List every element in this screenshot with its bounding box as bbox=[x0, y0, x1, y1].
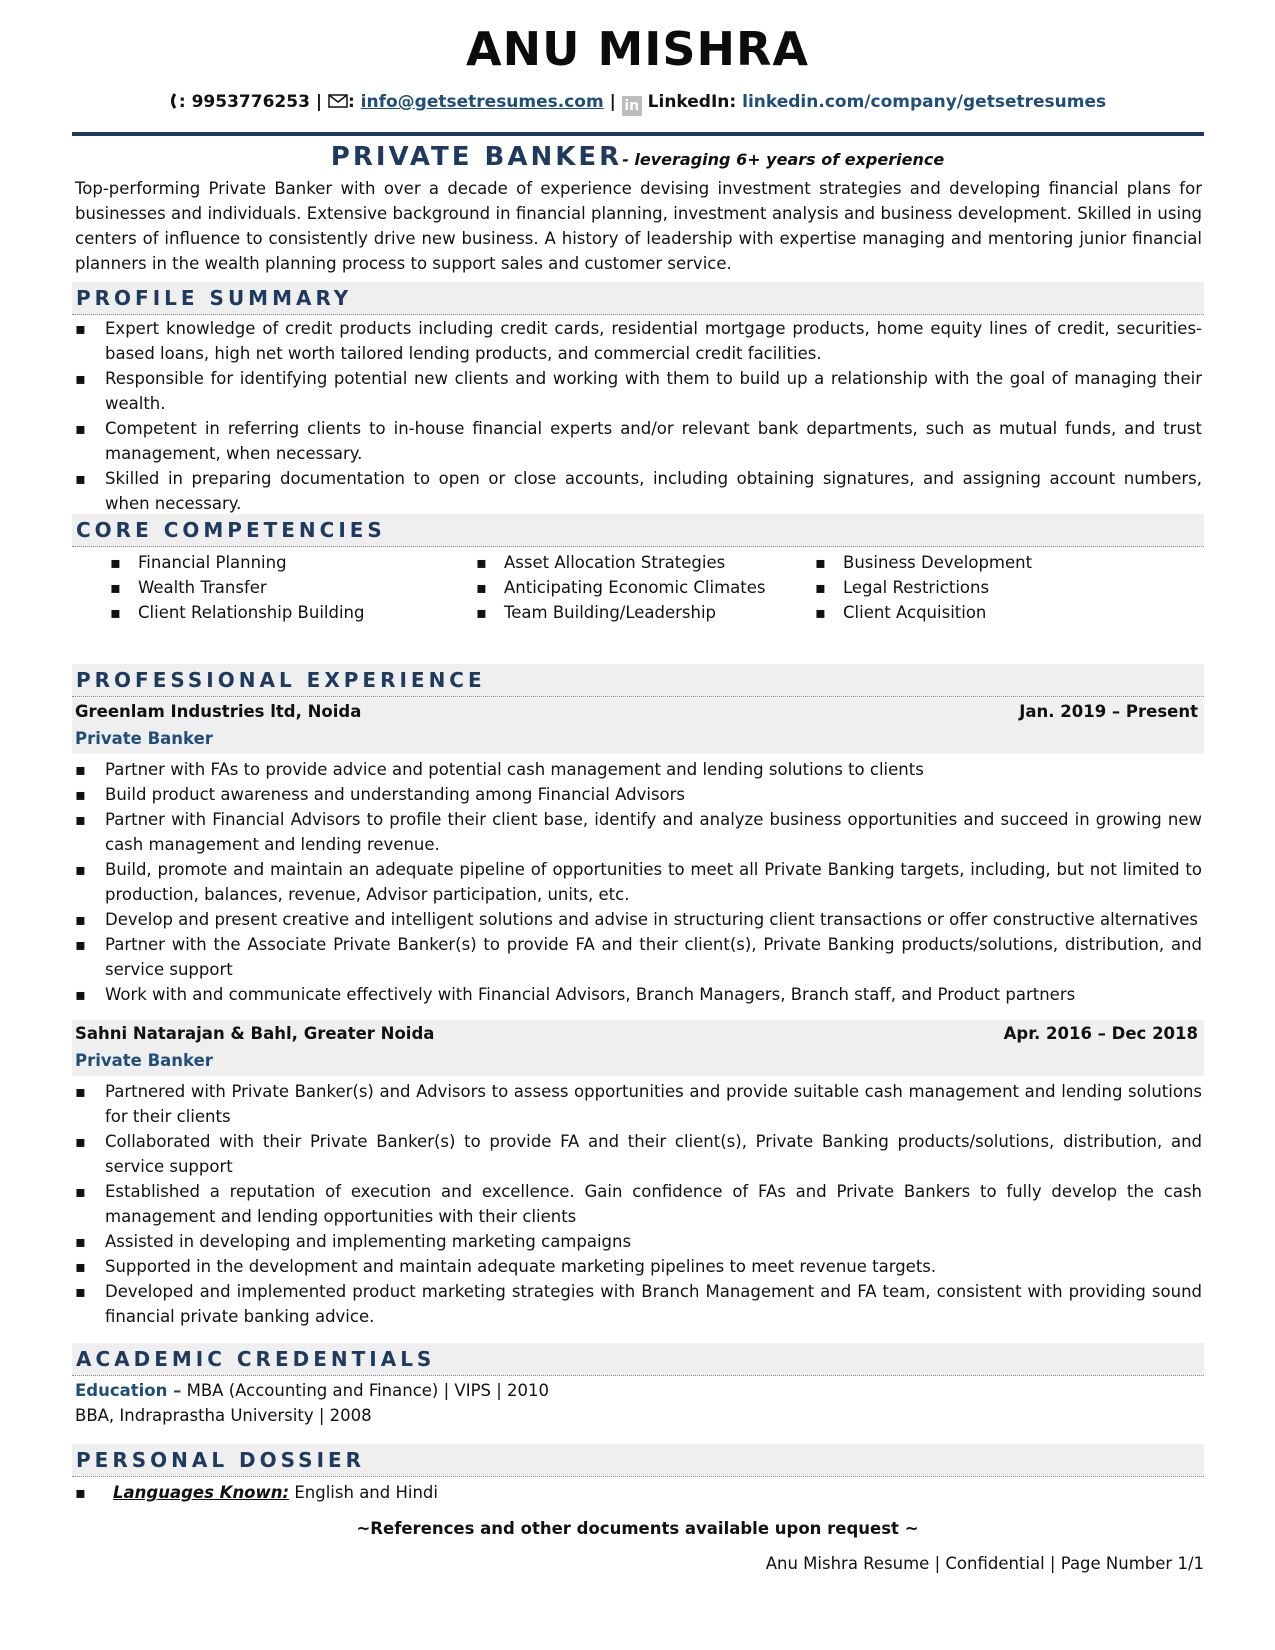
references-note: ~References and other documents available upon request ~ bbox=[356, 1519, 919, 1538]
section-title: PERSONAL DOSSIER bbox=[76, 1448, 366, 1472]
job-role: Private Banker bbox=[75, 729, 213, 748]
list-item: ▪ Partnered with Private Banker(s) and Advisors to assess opportunities and provide suitable cash management and lending solutions for their clients bbox=[75, 1079, 1202, 1129]
education-line bbox=[75, 1378, 549, 1403]
contact-line bbox=[0, 92, 1275, 116]
section-header-core-competencies bbox=[72, 514, 1204, 547]
list-item: ▪ Skilled in preparing documentation to open or close accounts, including obtaining signatures, and assigning account numbers, when necessary. bbox=[75, 466, 1202, 516]
headline-subtitle: leveraging 6+ years of experience bbox=[634, 150, 945, 169]
competency-column bbox=[110, 550, 364, 625]
phone-number: : 9953776253 bbox=[178, 92, 310, 112]
list-item bbox=[75, 1480, 1202, 1505]
headline-dash: - bbox=[622, 150, 635, 169]
envelope-icon bbox=[328, 94, 348, 108]
list-item: ▪ Develop and present creative and intelligent solutions and advise in structuring client transactions or offer constructive alternatives bbox=[75, 907, 1202, 932]
list-item: ▪ Build, promote and maintain an adequate pipeline of opportunities to meet all Private Banking targets, including, but not limited to production, balances, revenue, Advisor participation, units, etc. bbox=[75, 857, 1202, 907]
linkedin-icon: in bbox=[622, 96, 642, 116]
competency-column bbox=[815, 550, 1032, 625]
education-bba: BBA, Indraprastha University | 2008 bbox=[75, 1406, 372, 1425]
list-item: ▪ Competent in referring clients to in-house financial experts and/or relevant bank departments, such as mutual funds, and trust management, when necessary. bbox=[75, 416, 1202, 466]
section-header-profile-summary bbox=[72, 282, 1204, 315]
list-item: ▪ Assisted in developing and implementing marketing campaigns bbox=[75, 1229, 1202, 1254]
job-bullets bbox=[75, 1079, 1202, 1329]
job-header bbox=[72, 1020, 1204, 1076]
list-item: ▪ Established a reputation of execution and excellence. Gain confidence of FAs and Private Bankers to fully develop the cash management and lending opportunities with their clients bbox=[75, 1179, 1202, 1229]
job-title: PRIVATE BANKER bbox=[330, 142, 623, 172]
list-item: ▪ Responsible for identifying potential new clients and working with them to build up a relationship with the goal of managing their wealth. bbox=[75, 366, 1202, 416]
list-item: ▪ Partner with the Associate Private Banker(s) to provide FA and their client(s), Private Banking products/solutions, distribution, and service support bbox=[75, 932, 1202, 982]
competency-column bbox=[476, 550, 765, 625]
list-item: ▪ Partner with FAs to provide advice and potential cash management and lending solutions to clients bbox=[75, 757, 1202, 782]
section-header-academic-credentials bbox=[72, 1343, 1204, 1376]
job-dates: Apr. 2016 – Dec 2018 bbox=[1003, 1024, 1198, 1043]
list-item: ▪ Partner with Financial Advisors to profile their client base, identify and analyze business opportunities and succeed in growing new cash management and lending revenue. bbox=[75, 807, 1202, 857]
job-dates: Jan. 2019 – Present bbox=[1019, 702, 1198, 721]
section-title: ACADEMIC CREDENTIALS bbox=[76, 1347, 436, 1371]
languages-value: English and Hindi bbox=[289, 1483, 438, 1502]
linkedin-label: LinkedIn: bbox=[641, 92, 743, 112]
job-header bbox=[72, 698, 1204, 754]
company-name: Greenlam Industries ltd, Noida bbox=[75, 702, 362, 721]
contact-separator: | bbox=[603, 92, 622, 112]
competency-item: ▪ Business Development bbox=[815, 550, 1032, 575]
languages-label: Languages Known: bbox=[113, 1483, 290, 1502]
candidate-name: ANU MISHRA bbox=[465, 22, 809, 76]
contact-separator: | bbox=[309, 92, 328, 112]
competency-item: ▪ Asset Allocation Strategies bbox=[476, 550, 765, 575]
page-footer: Anu Mishra Resume | Confidential | Page Number 1/1 bbox=[765, 1554, 1204, 1573]
phone-icon bbox=[169, 93, 179, 109]
email-link[interactable]: info@getsetresumes.com bbox=[360, 92, 604, 112]
section-header-professional-experience bbox=[72, 664, 1204, 697]
competency-item: ▪ Client Acquisition bbox=[815, 600, 1032, 625]
profile-summary-list bbox=[75, 316, 1202, 516]
email-separator: : bbox=[347, 92, 361, 112]
section-title: PROFESSIONAL EXPERIENCE bbox=[76, 668, 486, 692]
header-divider bbox=[72, 132, 1204, 136]
job-bullets bbox=[75, 757, 1202, 1007]
section-header-personal-dossier bbox=[72, 1444, 1204, 1477]
company-name: Sahni Natarajan & Bahl, Greater Noida bbox=[75, 1024, 435, 1043]
list-item: ▪ Developed and implemented product marketing strategies with Branch Management and FA team, consistent with providing sound financial private banking advice. bbox=[75, 1279, 1202, 1329]
competency-item: ▪ Financial Planning bbox=[110, 550, 364, 575]
personal-list bbox=[75, 1480, 1202, 1505]
education-label: Education – bbox=[75, 1381, 182, 1400]
competency-item: ▪ Anticipating Economic Climates bbox=[476, 575, 765, 600]
competency-item: ▪ Legal Restrictions bbox=[815, 575, 1032, 600]
section-title: CORE COMPETENCIES bbox=[76, 518, 386, 542]
competency-item: ▪ Wealth Transfer bbox=[110, 575, 364, 600]
education-mba: MBA (Accounting and Finance) | VIPS | 2010 bbox=[181, 1381, 550, 1400]
list-item: ▪ Build product awareness and understanding among Financial Advisors bbox=[75, 782, 1202, 807]
linkedin-link[interactable]: linkedin.com/company/getsetresumes bbox=[742, 92, 1107, 112]
job-role: Private Banker bbox=[75, 1051, 213, 1070]
list-item: ▪ Collaborated with their Private Banker(s) to provide FA and their client(s), Private Banking products/solutions, distribution, and service support bbox=[75, 1129, 1202, 1179]
headline bbox=[0, 142, 1275, 172]
list-item: ▪ Expert knowledge of credit products including credit cards, residential mortgage products, home equity lines of credit, securities-based loans, high net worth tailored lending products, and commercial credit facilities. bbox=[75, 316, 1202, 366]
list-item: ▪ Supported in the development and maintain adequate marketing pipelines to meet revenue targets. bbox=[75, 1254, 1202, 1279]
section-title: PROFILE SUMMARY bbox=[76, 286, 353, 310]
intro-paragraph: Top-performing Private Banker with over a decade of experience devising investment strategies and developing financial plans for businesses and individuals. Extensive background in financial planning, investment analysis and business development. Skilled in using centers of influence to consistently drive new business. A history of leadership with expertise managing and mentoring junior financial planners in the wealth planning process to support sales and customer service. bbox=[75, 179, 1202, 273]
competency-item: ▪ Team Building/Leadership bbox=[476, 600, 765, 625]
competency-item: ▪ Client Relationship Building bbox=[110, 600, 364, 625]
list-item: ▪ Work with and communicate effectively with Financial Advisors, Branch Managers, Branch staff, and Product partners bbox=[75, 982, 1202, 1007]
